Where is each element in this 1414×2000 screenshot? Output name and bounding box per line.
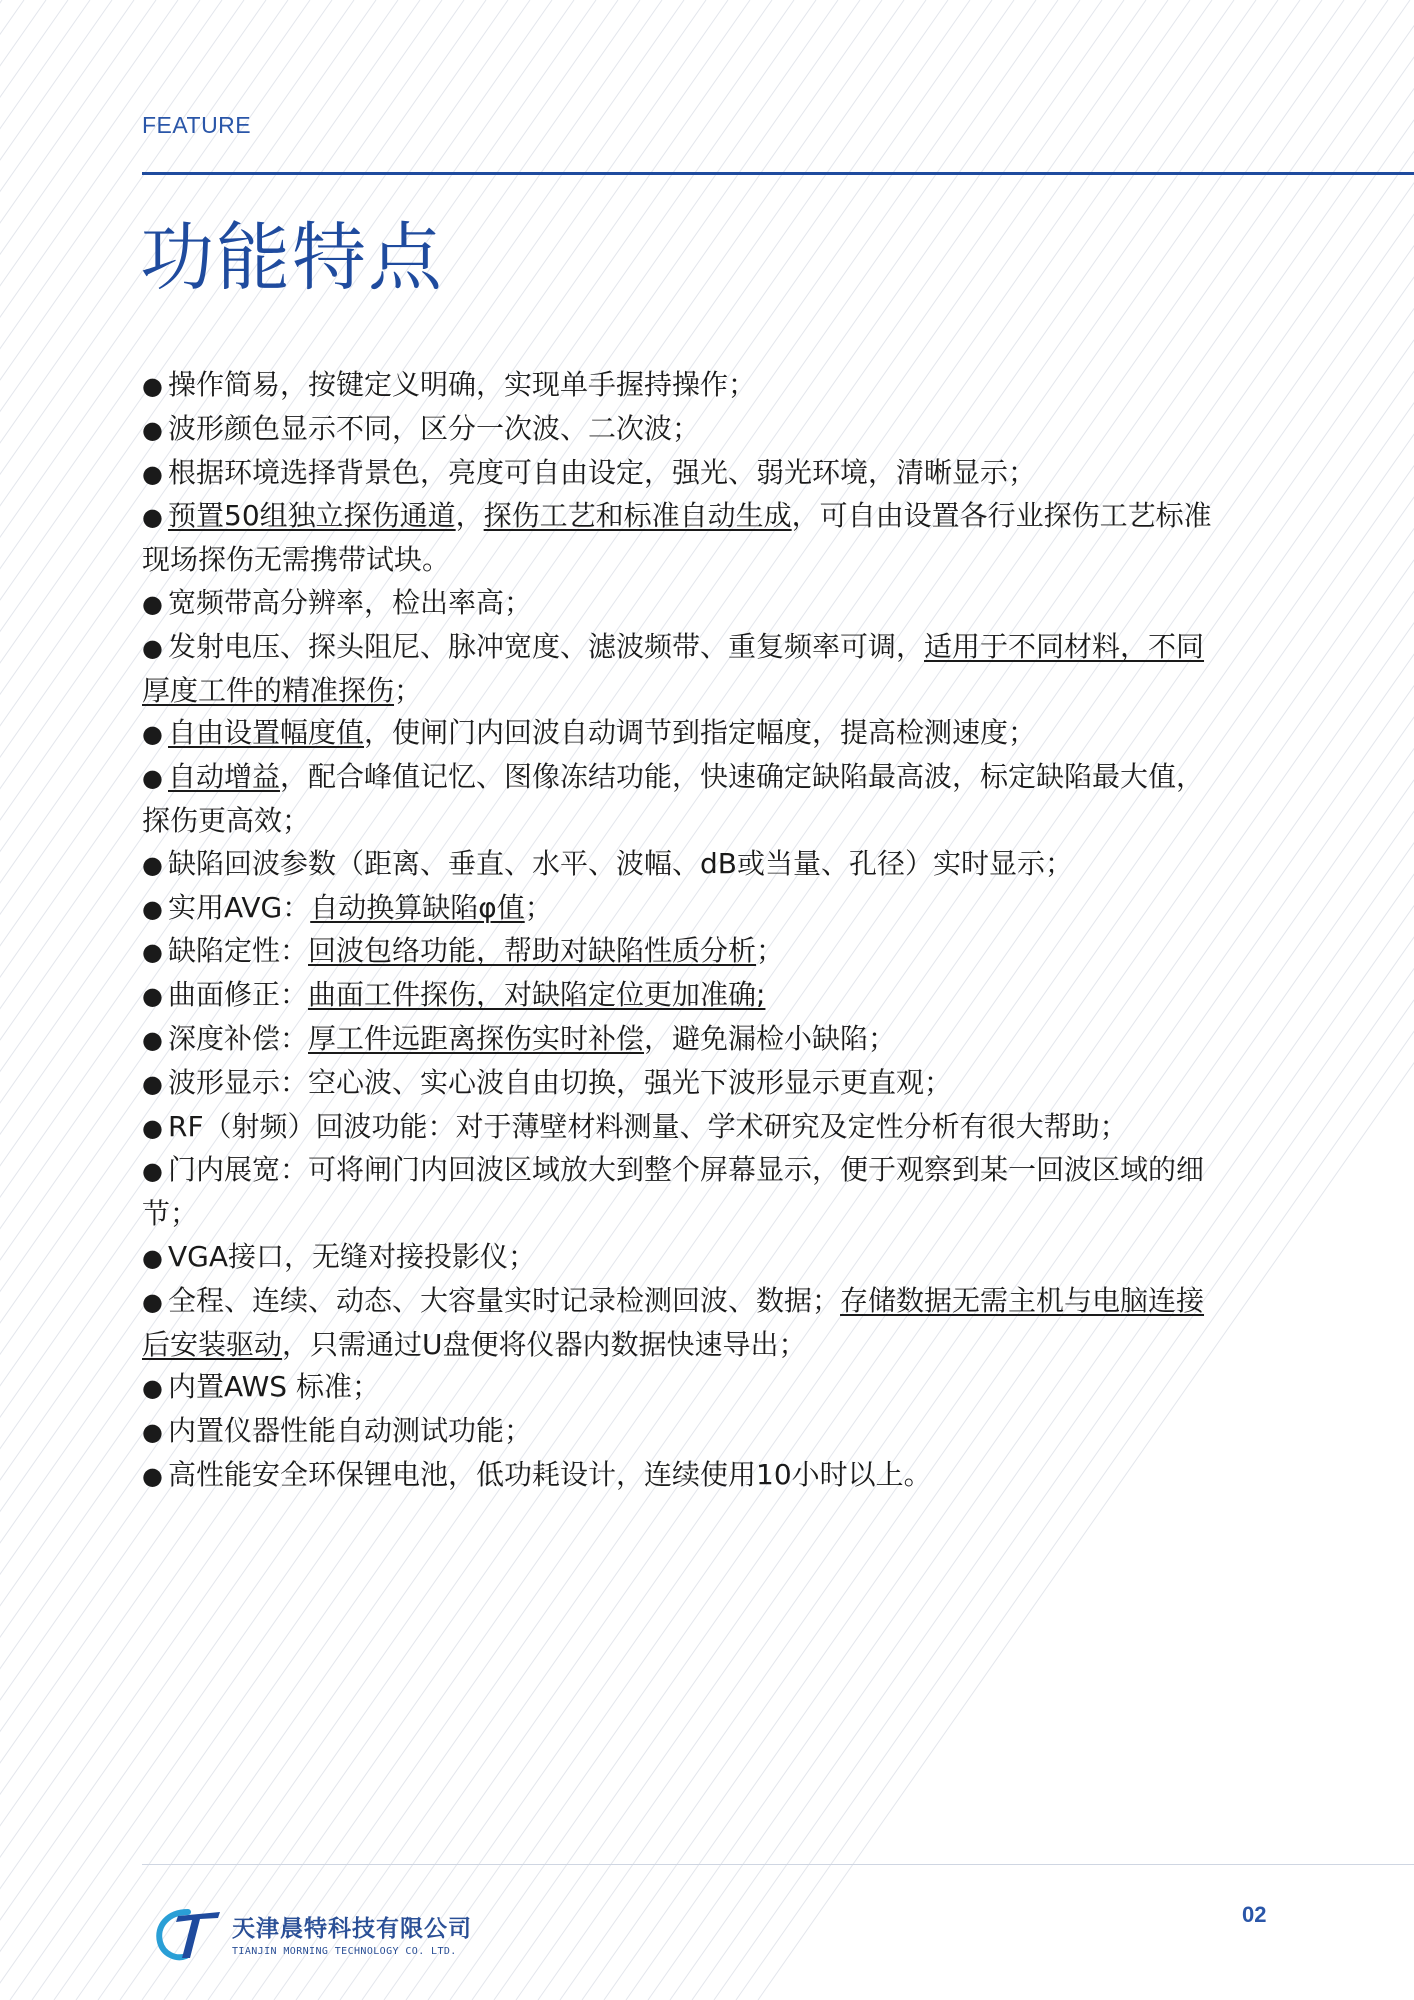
feature-text: 宽频带高分辨率，检出率高； <box>168 585 533 619</box>
bullet-icon: ● <box>142 938 163 967</box>
feature-highlight-text: 预置50组独立探伤通道 <box>168 499 456 533</box>
bullet-icon: ● <box>142 589 163 618</box>
feature-item <box>142 930 1228 974</box>
feature-text: 发射电压、探头阻尼、脉冲宽度、滤波频带、重复频率可调， <box>168 629 925 663</box>
bullet-icon: ● <box>142 415 163 444</box>
feature-item <box>142 887 1228 931</box>
page-title: 功能特点 <box>140 215 444 301</box>
feature-item <box>142 1236 1228 1280</box>
feature-text: ； <box>394 673 423 707</box>
feature-text: ，使闸门内回波自动调节到指定幅度，提高检测速度； <box>364 716 1037 750</box>
footer-divider <box>142 1864 1414 1865</box>
feature-text: 根据环境选择背景色，亮度可自由设定，强光、弱光环境，清晰显示； <box>168 455 1037 489</box>
feature-item <box>142 1018 1228 1062</box>
feature-item <box>142 756 1228 843</box>
feature-item <box>142 1366 1228 1410</box>
feature-highlight-text: 存储数据无需主机与电脑连接后安装驱动 <box>142 1283 1205 1361</box>
feature-text: 实用AVG： <box>168 890 311 924</box>
bullet-icon: ● <box>142 459 163 488</box>
feature-list <box>142 364 1228 1498</box>
bullet-icon: ● <box>142 1374 163 1403</box>
feature-item <box>142 1280 1228 1367</box>
feature-text: 门内展宽：可将闸门内回波区域放大到整个屏幕显示，便于观察到某一回波区域的细节； <box>142 1153 1205 1231</box>
feature-item <box>142 364 1228 408</box>
feature-item <box>142 626 1228 713</box>
bullet-icon: ● <box>142 372 163 400</box>
feature-item <box>142 1062 1228 1106</box>
feature-text: 缺陷回波参数（距离、垂直、水平、波幅、dB或当量、孔径）实时显示； <box>168 846 1073 880</box>
feature-text: 波形显示：空心波、实心波自由切换，强光下波形显示更直观； <box>168 1065 953 1099</box>
company-name-en: TIANJIN MORNING TECHNOLOGY CO. LTD. <box>232 1946 457 1957</box>
feature-item <box>142 452 1228 496</box>
feature-item <box>142 495 1228 582</box>
feature-text: VGA接口，无缝对接投影仪； <box>168 1239 537 1273</box>
company-name-cn: 天津晨特科技有限公司 <box>232 1915 472 1942</box>
feature-text: ，配合峰值记忆、图像冻结功能，快速确定缺陷最高波，标定缺陷最大值，探伤更高效； <box>142 760 1205 837</box>
bullet-icon: ● <box>142 1243 163 1272</box>
feature-item <box>142 712 1228 756</box>
feature-item <box>142 1149 1228 1236</box>
header-divider <box>142 172 1414 175</box>
feature-highlight-text: 适用于不同材料，不同厚度工件的精准探伤 <box>142 629 1205 707</box>
feature-text: ，避免漏检小缺陷； <box>644 1021 897 1055</box>
bullet-icon: ● <box>142 764 163 793</box>
bullet-icon: ● <box>142 720 163 749</box>
feature-highlight-text: 自由设置幅度值 <box>168 716 365 750</box>
feature-highlight-text: 回波包络功能，帮助对缺陷性质分析 <box>308 934 757 968</box>
company-logo <box>154 1904 474 1964</box>
feature-text: 波形颜色显示不同，区分一次波、二次波； <box>168 411 701 445</box>
bullet-icon: ● <box>142 633 163 662</box>
feature-item <box>142 843 1228 887</box>
feature-text: ； <box>756 934 785 968</box>
feature-item <box>142 582 1228 626</box>
company-logo-icon <box>154 1904 226 1964</box>
bullet-icon: ● <box>142 1157 163 1186</box>
feature-highlight-text: 曲面工件探伤，对缺陷定位更加准确; <box>308 978 766 1012</box>
feature-item <box>142 1454 1228 1498</box>
feature-highlight-text: 探伤工艺和标准自动生成 <box>483 499 792 533</box>
feature-text: 缺陷定性： <box>168 934 309 968</box>
feature-highlight-text: 自动换算缺陷φ值 <box>310 890 525 924</box>
feature-text: 内置仪器性能自动测试功能； <box>168 1414 533 1448</box>
feature-item <box>142 1410 1228 1454</box>
bullet-icon: ● <box>142 1461 163 1490</box>
feature-text: RF（射频）回波功能：对于薄壁材料测量、学术研究及定性分析有很大帮助； <box>168 1109 1128 1143</box>
feature-highlight-text: 自动增益 <box>168 760 281 794</box>
feature-item <box>142 1106 1228 1150</box>
feature-highlight-text: 厚工件远距离探伤实时补偿 <box>308 1021 645 1055</box>
bullet-icon: ● <box>142 1025 163 1054</box>
feature-text: ； <box>524 890 553 924</box>
feature-text: 高性能安全环保锂电池，低功耗设计，连续使用10小时以上。 <box>168 1457 932 1491</box>
feature-text: 深度补偿： <box>168 1021 309 1055</box>
bullet-icon: ● <box>142 1287 163 1316</box>
feature-text: 内置AWS 标准； <box>168 1370 380 1404</box>
feature-item <box>142 974 1228 1018</box>
feature-text: ， <box>455 499 484 533</box>
feature-text: ，可自由设置各行业探伤工艺标准现场探伤无需携带试块。 <box>142 499 1212 577</box>
feature-text: 全程、连续、动态、大容量实时记录检测回波、数据； <box>168 1283 841 1317</box>
feature-item <box>142 408 1228 452</box>
bullet-icon: ● <box>142 503 163 532</box>
bullet-icon: ● <box>142 1113 163 1142</box>
bullet-icon: ● <box>142 1069 163 1098</box>
bullet-icon: ● <box>142 894 163 923</box>
bullet-icon: ● <box>142 1418 163 1447</box>
feature-text: ，只需通过U盘便将仪器内数据快速导出； <box>282 1327 807 1361</box>
bullet-icon: ● <box>142 982 163 1011</box>
page-number: 02 <box>1242 1902 1267 1927</box>
feature-text: 曲面修正： <box>168 978 309 1012</box>
section-label: FEATURE <box>142 112 252 138</box>
bullet-icon: ● <box>142 850 163 879</box>
feature-text: 操作简易，按键定义明确，实现单手握持操作； <box>168 368 757 401</box>
